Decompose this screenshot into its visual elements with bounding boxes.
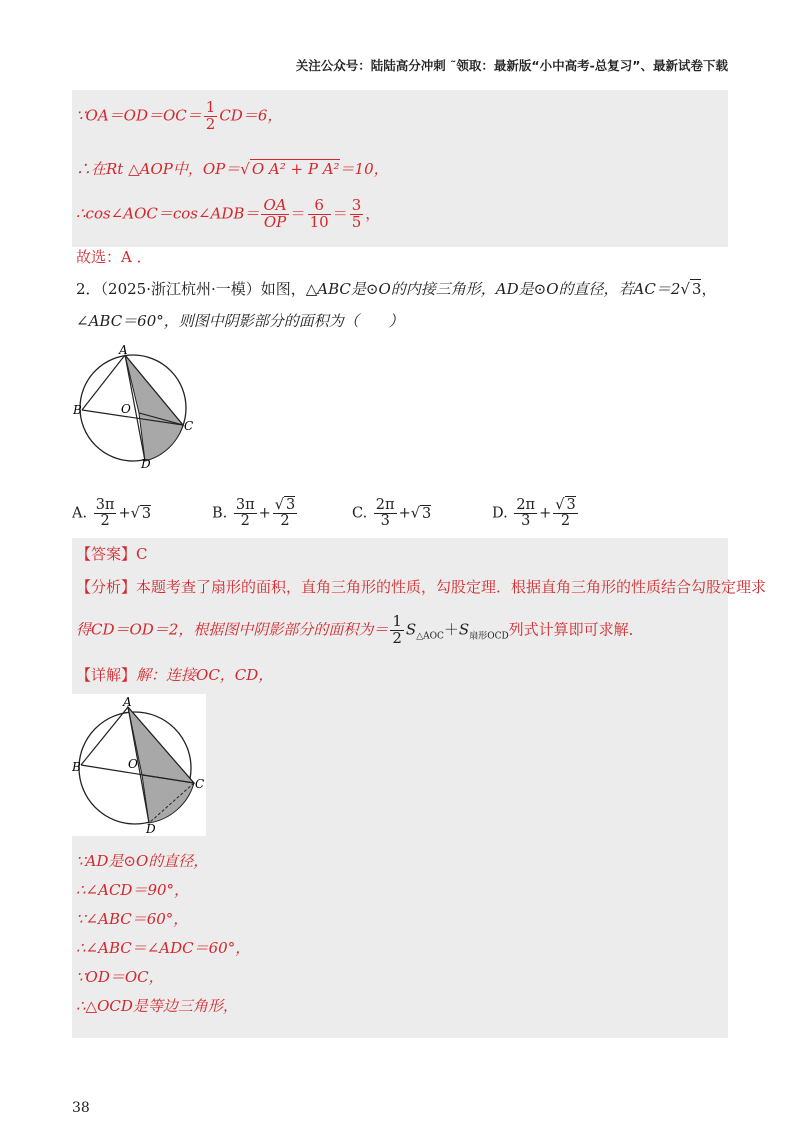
analysis-line-2: 得CD＝OD＝2，根据图中阴影部分的面积为＝ $\frac{1}{2}$ $S_{\triangle AOC}+S_{扇形OCD}$列式计算即可求解． bbox=[76, 612, 644, 647]
label-d: D bbox=[141, 457, 151, 470]
analysis-line-1: 【分析】本题考查了扇形的面积，直角三角形的性质，勾股定理．根据直角三角形的性质结合勾股定理求 bbox=[76, 578, 767, 596]
solution-line-1: ∵OA＝OD＝OC＝ $\frac{1}{2}$ CD＝6， bbox=[76, 98, 283, 133]
page-number: 38 bbox=[72, 1100, 90, 1116]
step-line-2: ∴∠ACD＝90°， bbox=[76, 881, 190, 899]
detail-figure bbox=[72, 694, 206, 836]
label-a: A bbox=[123, 695, 132, 709]
step-line-3: ∵∠ABC＝60°， bbox=[76, 910, 189, 928]
label-c: C bbox=[195, 777, 205, 791]
solution-line-2: ∴在Rt △AOP中，OP＝√ O A² + P A²＝10， bbox=[76, 160, 389, 178]
option-b[interactable]: B. $\frac{3\pi}{2}$ + $\frac{√ 3}{2}$ bbox=[212, 497, 296, 530]
step-line-1: ∵AD是⊙O的直径， bbox=[76, 852, 209, 870]
question-figure bbox=[72, 340, 202, 470]
page-header: 关注公众号：陆陆高分冲刺 ˜领取：最新版“小中高考-总复习”、最新试卷下载 bbox=[295, 58, 728, 73]
solution-line-4: 故选：A ． bbox=[76, 248, 152, 266]
label-c: C bbox=[184, 419, 194, 433]
question-line-2: ∠ABC＝60°，则图中阴影部分的面积为（ ） bbox=[76, 312, 404, 330]
step-line-5: ∵OD＝OC， bbox=[76, 968, 164, 986]
label-o: O bbox=[128, 757, 138, 771]
label-d: D bbox=[146, 822, 156, 836]
answer-line: 【答案】C bbox=[76, 545, 148, 563]
label-b: B bbox=[72, 760, 81, 774]
step-line-6: ∴△OCD是等边三角形， bbox=[76, 997, 238, 1015]
solution-line-3: ∴cos∠AOC＝cos∠ADB＝ $\frac{OA}{OP}$ ＝ $\frac{6}{10}$ ＝ $\frac{3}{5}$ ， bbox=[76, 196, 381, 231]
option-d[interactable]: D. $\frac{2\pi}{3}$ + $\frac{√ 3}{2}$ bbox=[492, 497, 576, 530]
label-b: B bbox=[73, 403, 82, 417]
label-o: O bbox=[121, 402, 131, 416]
option-c[interactable]: C. $\frac{2\pi}{3}$ +√ 3 bbox=[352, 497, 432, 530]
step-line-4: ∴∠ABC＝∠ADC＝60°， bbox=[76, 939, 251, 957]
option-a[interactable]: A. $\frac{3\pi}{2}$ +√ 3 bbox=[72, 497, 152, 530]
detail-line: 【详解】解：连接OC，CD， bbox=[76, 666, 274, 684]
question-line-1: 2．（2025·浙江杭州·一模）如图，△ABC是⊙O的内接三角形，AD是⊙O的直径，若AC＝2√ 3， bbox=[76, 280, 717, 298]
segment-ab bbox=[81, 707, 128, 765]
label-a: A bbox=[119, 343, 128, 357]
